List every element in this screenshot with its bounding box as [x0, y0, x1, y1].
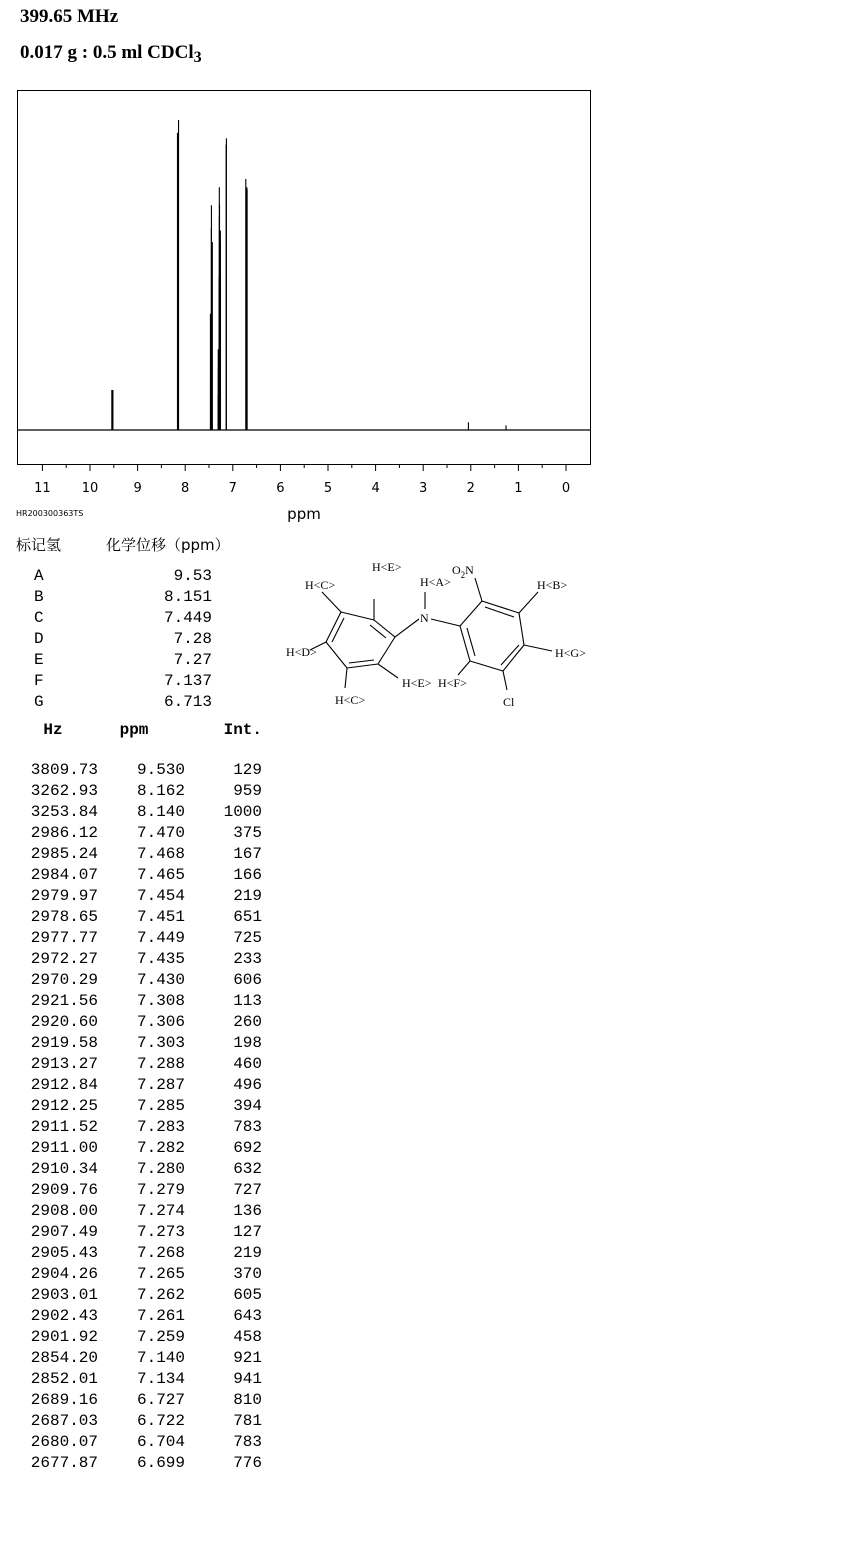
x-tick-label: 5 [323, 481, 333, 496]
peak-int-cell: 219 [233, 1244, 262, 1262]
peak-hz-cell: 2970.29 [30, 971, 98, 989]
assignment-row [34, 566, 212, 587]
assignment-label-header: 标记氢 [16, 536, 62, 554]
peak-hz-cell: 2912.84 [30, 1076, 98, 1094]
peak-row [20, 1264, 262, 1285]
peak-ppm-cell: 7.259 [136, 1328, 185, 1346]
peak-row [20, 1075, 262, 1096]
peak-int-cell: 776 [233, 1454, 262, 1472]
x-tick-label: 8 [181, 481, 190, 496]
peak-hz-cell: 2852.01 [30, 1370, 98, 1388]
peak-row [20, 1243, 262, 1264]
peak-ppm-cell: 7.280 [136, 1160, 185, 1178]
peak-int-cell: 941 [233, 1370, 262, 1388]
peak-ppm-cell: 7.140 [136, 1349, 185, 1367]
assignment-shift: 7.449 [163, 609, 212, 627]
peak-ppm-cell: 6.699 [136, 1454, 185, 1472]
peak-hz-cell: 3253.84 [30, 803, 98, 821]
peak-ppm-cell: 7.468 [136, 845, 185, 863]
peak-ppm-cell: 7.308 [136, 992, 185, 1010]
nmr-spectrum-chart [0, 80, 600, 525]
peak-hz-cell: 2908.00 [30, 1202, 98, 1220]
assignment-shift: 7.28 [173, 630, 212, 648]
peak-int-cell: 783 [233, 1118, 262, 1136]
assignment-shift: 7.137 [163, 672, 212, 690]
assignment-table [34, 566, 212, 713]
chemical-structure [270, 550, 600, 720]
peak-ppm-cell: 8.140 [136, 803, 185, 821]
peak-ppm-cell: 9.530 [136, 761, 185, 779]
peak-ppm-cell: 7.465 [136, 866, 185, 884]
peak-row [20, 907, 262, 928]
peak-hz-cell: 2903.01 [30, 1286, 98, 1304]
atom-h-g: H<G> [555, 646, 586, 660]
atom-h-c-top: H<C> [305, 578, 336, 592]
peak-hz-cell: 3809.73 [30, 761, 98, 779]
peak-ppm-cell: 7.273 [136, 1223, 185, 1241]
x-tick-label: 4 [371, 481, 380, 496]
peak-row [20, 844, 262, 865]
peak-int-cell: 136 [233, 1202, 262, 1220]
peak-row [20, 1096, 262, 1117]
peak-row [20, 1138, 262, 1159]
peak-ppm-cell: 7.283 [136, 1118, 185, 1136]
peak-ppm-cell: 7.287 [136, 1076, 185, 1094]
peak-row [20, 1054, 262, 1075]
no2-o: O [452, 563, 461, 577]
peak-row [20, 1453, 262, 1474]
peak-ppm-cell: 7.279 [136, 1181, 185, 1199]
peak-int-cell: 375 [233, 824, 262, 842]
atom-no2 [452, 563, 474, 580]
peak-int-cell: 113 [233, 992, 262, 1010]
atom-n: N [420, 611, 429, 625]
peak-hz-cell: 2677.87 [30, 1454, 98, 1472]
x-tick-label: 9 [133, 481, 142, 496]
peak-table [20, 760, 262, 1474]
peak-ppm-cell: 7.435 [136, 950, 185, 968]
sample-subscript: 3 [193, 49, 202, 66]
assignment-row [34, 608, 212, 629]
peak-hz-cell: 2986.12 [30, 824, 98, 842]
assignment-row [34, 587, 212, 608]
assignment-label: A [34, 567, 44, 585]
assignment-shift: 7.27 [173, 651, 212, 669]
peak-ppm-cell: 7.268 [136, 1244, 185, 1262]
peak-row [20, 970, 262, 991]
header-ppm: ppm [119, 721, 149, 739]
peak-hz-cell: 2907.49 [30, 1223, 98, 1241]
peak-ppm-cell: 7.470 [136, 824, 185, 842]
peak-ppm-cell: 7.430 [136, 971, 185, 989]
peak-row [20, 1432, 262, 1453]
peak-row [20, 1327, 262, 1348]
x-tick-label: 11 [34, 481, 51, 496]
peak-int-cell: 725 [233, 929, 262, 947]
assignment-label: D [34, 630, 44, 648]
peak-row [20, 781, 262, 802]
peak-int-cell: 921 [233, 1349, 262, 1367]
peak-row [20, 1201, 262, 1222]
peak-hz-cell: 2854.20 [30, 1349, 98, 1367]
header-int: Int. [223, 721, 262, 739]
peak-ppm-cell: 7.451 [136, 908, 185, 926]
peak-row [20, 1285, 262, 1306]
peak-hz-cell: 2972.27 [30, 950, 98, 968]
peak-hz-cell: 3262.93 [30, 782, 98, 800]
peak-ppm-cell: 7.274 [136, 1202, 185, 1220]
peak-int-cell: 127 [233, 1223, 262, 1241]
peak-ppm-cell: 7.303 [136, 1034, 185, 1052]
assignment-label: G [34, 693, 44, 711]
header-hz: Hz [43, 721, 63, 739]
peak-hz-cell: 2901.92 [30, 1328, 98, 1346]
peak-hz-cell: 2904.26 [30, 1265, 98, 1283]
peak-int-cell: 458 [233, 1328, 262, 1346]
peak-int-cell: 605 [233, 1286, 262, 1304]
atom-h-b: H<B> [537, 578, 568, 592]
peak-int-cell: 810 [233, 1391, 262, 1409]
x-axis-label: ppm [287, 505, 321, 523]
peak-row [20, 1033, 262, 1054]
peak-int-cell: 781 [233, 1412, 262, 1430]
peak-hz-cell: 2920.60 [30, 1013, 98, 1031]
peak-ppm-cell: 8.162 [136, 782, 185, 800]
peak-hz-cell: 2985.24 [30, 845, 98, 863]
x-tick-label: 6 [276, 481, 285, 496]
atom-h-f: H<F> [438, 676, 467, 690]
peak-int-cell: 1000 [223, 803, 262, 821]
peak-hz-cell: 2912.25 [30, 1097, 98, 1115]
x-tick-label: 0 [561, 481, 571, 496]
peak-ppm-cell: 7.285 [136, 1097, 185, 1115]
assignment-row [34, 650, 212, 671]
sample-text: 0.017 g : 0.5 ml CDCl [20, 42, 194, 63]
peak-hz-cell: 2984.07 [30, 866, 98, 884]
peak-row [20, 1222, 262, 1243]
peak-row [20, 1180, 262, 1201]
assignment-shift: 6.713 [163, 693, 212, 711]
spectrometer-frequency: 399.65 MHz [20, 6, 119, 27]
peak-int-cell: 632 [233, 1160, 262, 1178]
x-tick-label: 7 [228, 481, 237, 496]
peak-int-cell: 727 [233, 1181, 262, 1199]
peak-hz-cell: 2911.52 [30, 1118, 98, 1136]
peak-ppm-cell: 7.288 [136, 1055, 185, 1073]
assignment-shift: 9.53 [173, 567, 212, 585]
peak-hz-cell: 2921.56 [30, 992, 98, 1010]
x-tick-label: 3 [419, 481, 428, 496]
assignment-row [34, 629, 212, 650]
peak-int-cell: 643 [233, 1307, 262, 1325]
peak-hz-cell: 2905.43 [30, 1244, 98, 1262]
x-tick-label: 10 [81, 481, 99, 496]
peak-row [20, 1117, 262, 1138]
peak-row [20, 1012, 262, 1033]
assignment-label: F [34, 672, 44, 690]
atom-h-a: H<A> [420, 575, 451, 589]
assignment-shift-header: 化学位移（ppm） [106, 536, 230, 554]
peak-int-cell: 959 [233, 782, 262, 800]
peak-ppm-cell: 7.306 [136, 1013, 185, 1031]
peak-row [20, 823, 262, 844]
atom-h-c-bottom: H<C> [335, 693, 366, 707]
peak-row [20, 802, 262, 823]
peak-int-cell: 460 [233, 1055, 262, 1073]
peak-int-cell: 651 [233, 908, 262, 926]
peak-ppm-cell: 6.722 [136, 1412, 185, 1430]
atom-h-d: H<D> [286, 645, 317, 659]
plot-frame [18, 91, 591, 465]
peak-row [20, 1411, 262, 1432]
peak-row [20, 1306, 262, 1327]
peak-ppm-cell: 7.282 [136, 1139, 185, 1157]
peak-int-cell: 129 [233, 761, 262, 779]
assignment-row [34, 671, 212, 692]
peak-hz-cell: 2910.34 [30, 1160, 98, 1178]
peak-int-cell: 166 [233, 866, 262, 884]
peak-ppm-cell: 7.261 [136, 1307, 185, 1325]
peak-int-cell: 692 [233, 1139, 262, 1157]
atom-h-e-top: H<E> [372, 560, 402, 574]
peak-row [20, 949, 262, 970]
x-tick-label: 1 [514, 481, 523, 496]
peak-ppm-cell: 7.265 [136, 1265, 185, 1283]
peak-row [20, 865, 262, 886]
peak-int-cell: 783 [233, 1433, 262, 1451]
sample-concentration [20, 42, 202, 64]
peak-row [20, 886, 262, 907]
atom-cl: Cl [503, 695, 515, 709]
peak-int-cell: 260 [233, 1013, 262, 1031]
peak-hz-cell: 2909.76 [30, 1181, 98, 1199]
peak-hz-cell: 2911.00 [30, 1139, 98, 1157]
no2-sub: 2 [460, 570, 466, 580]
x-axis-ticks [34, 464, 570, 496]
peak-row [20, 1369, 262, 1390]
peak-int-cell: 394 [233, 1097, 262, 1115]
peak-ppm-cell: 6.727 [136, 1391, 185, 1409]
assignment-shift: 8.151 [163, 588, 212, 606]
assignment-label: C [34, 609, 44, 627]
peak-row [20, 1390, 262, 1411]
peak-table-header [20, 721, 262, 739]
peak-hz-cell: 2978.65 [30, 908, 98, 926]
peak-row [20, 760, 262, 781]
peak-hz-cell: 2913.27 [30, 1055, 98, 1073]
peak-ppm-cell: 7.134 [136, 1370, 185, 1388]
peak-hz-cell: 2979.97 [30, 887, 98, 905]
peak-hz-cell: 2687.03 [30, 1412, 98, 1430]
assignment-label: B [34, 588, 44, 606]
assignment-label: E [34, 651, 44, 669]
spectrum-code: HR200300363TS [16, 509, 84, 518]
peak-int-cell: 606 [233, 971, 262, 989]
peak-ppm-cell: 7.454 [136, 887, 185, 905]
peak-hz-cell: 2902.43 [30, 1307, 98, 1325]
peak-hz-cell: 2977.77 [30, 929, 98, 947]
peak-row [20, 991, 262, 1012]
peak-int-cell: 496 [233, 1076, 262, 1094]
peak-hz-cell: 2919.58 [30, 1034, 98, 1052]
x-tick-label: 2 [466, 481, 475, 496]
peak-row [20, 1159, 262, 1180]
peak-hz-cell: 2689.16 [30, 1391, 98, 1409]
peak-lines [112, 120, 506, 430]
peak-int-cell: 219 [233, 887, 262, 905]
structure-bonds [310, 578, 552, 690]
peak-row [20, 928, 262, 949]
peak-int-cell: 370 [233, 1265, 262, 1283]
peak-int-cell: 233 [233, 950, 262, 968]
assignment-row [34, 692, 212, 713]
peak-int-cell: 198 [233, 1034, 262, 1052]
peak-ppm-cell: 7.449 [136, 929, 185, 947]
atom-h-e-bottom: H<E> [402, 676, 432, 690]
no2-n: N [465, 563, 474, 577]
peak-hz-cell: 2680.07 [30, 1433, 98, 1451]
peak-ppm-cell: 6.704 [136, 1433, 185, 1451]
peak-int-cell: 167 [233, 845, 262, 863]
peak-row [20, 1348, 262, 1369]
peak-ppm-cell: 7.262 [136, 1286, 185, 1304]
